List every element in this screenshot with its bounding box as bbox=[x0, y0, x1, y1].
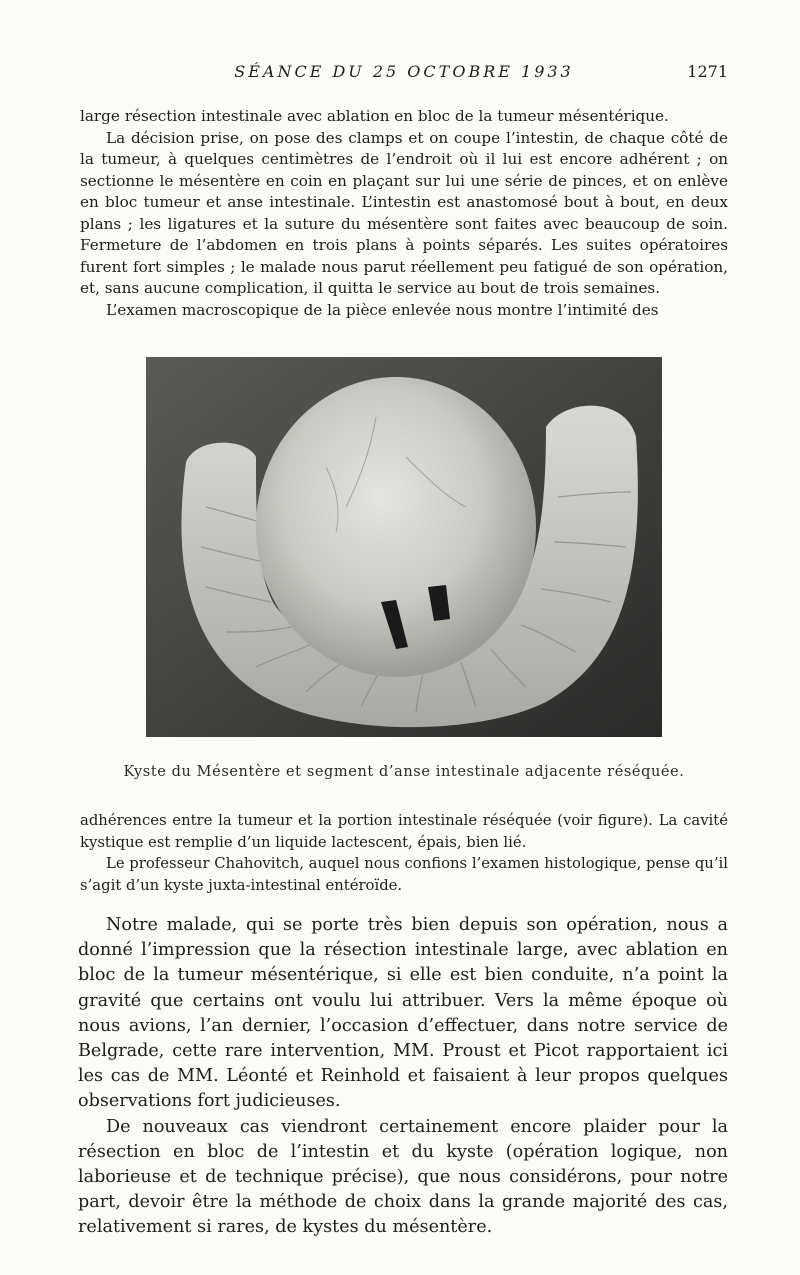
paragraph: Notre malade, qui se porte très bien depuis son opération, nous a donné l’impression que la résection intestinale large, avec ablation en bloc de la tumeur mésentérique, si elle est bien conduite, n’a point la gravité que certains ont voulu lui attribuer. Vers la même époque où nous avions, l’an dernier, l’occasion d’effectuer, dans notre service de Belgrade, cette rare intervention, MM. Proust et Picot rapportaient ici les cas de MM. Léonté et Reinhold et faisaient à leur propos quelques observations fort judicieuses. bbox=[78, 915, 728, 1112]
paragraph: De nouveaux cas viendront certainement encore plaider pour la résection en bloc de l’intestin et du kyste (opération logique, non laborieuse et de technique précise), que nous considérons, pour notre part, devoir être la méthode de choix dans la grande majorité des cas, relativement si rares, de kystes du mésentère. bbox=[78, 1116, 728, 1238]
middle-text-block bbox=[80, 810, 728, 896]
running-header bbox=[80, 62, 728, 86]
paragraph: La décision prise, on pose des clamps et on coupe l’intestin, de chaque côté de la tumeur, à quelques centimètres de l’endroit où il lui est encore adhérent ; on sectionne le mésentère en coin en plaçant sur lui une série de pinces, et on enlève en bloc tumeur et anse intestinale. L’intestin est anastomosé bout à bout, en deux plans ; les ligatures et la suture du mésentère sont faites avec beaucoup de soin. Fermeture de l’abdomen en trois plans à points séparés. Les suites opératoires furent fort simples ; le malade nous parut réellement peu fatigué de son opération, et, sans aucune complication, il quitta le service au bout de trois semaines. bbox=[80, 128, 728, 297]
figure-caption: Kyste du Mésentère et segment d’anse intestinale adjacente réséquée. bbox=[123, 764, 685, 780]
bottom-text-block bbox=[78, 913, 728, 1241]
paragraph: large résection intestinale avec ablation en bloc de la tumeur mésentérique. bbox=[80, 107, 669, 125]
top-text-block bbox=[80, 106, 728, 321]
paragraph: adhérences entre la tumeur et la portion intestinale réséquée (voir figure). La cavité kystique est remplie d’un liquide lactescent, épais, bien lié. bbox=[80, 812, 728, 851]
page-number: 1271 bbox=[687, 62, 728, 81]
paragraph: L’examen macroscopique de la pièce enlevée nous montre l’intimité des bbox=[106, 300, 659, 319]
header-title: SÉANCE DU 25 OCTOBRE 1933 bbox=[234, 62, 574, 81]
cyst-and-intestine-illustration bbox=[146, 357, 662, 737]
specimen-photograph bbox=[146, 357, 662, 737]
paragraph: Le professeur Chahovitch, auquel nous confions l’examen histologique, pense qu’il s’agit d’un kyste juxta-intestinal entéroïde. bbox=[80, 855, 728, 894]
